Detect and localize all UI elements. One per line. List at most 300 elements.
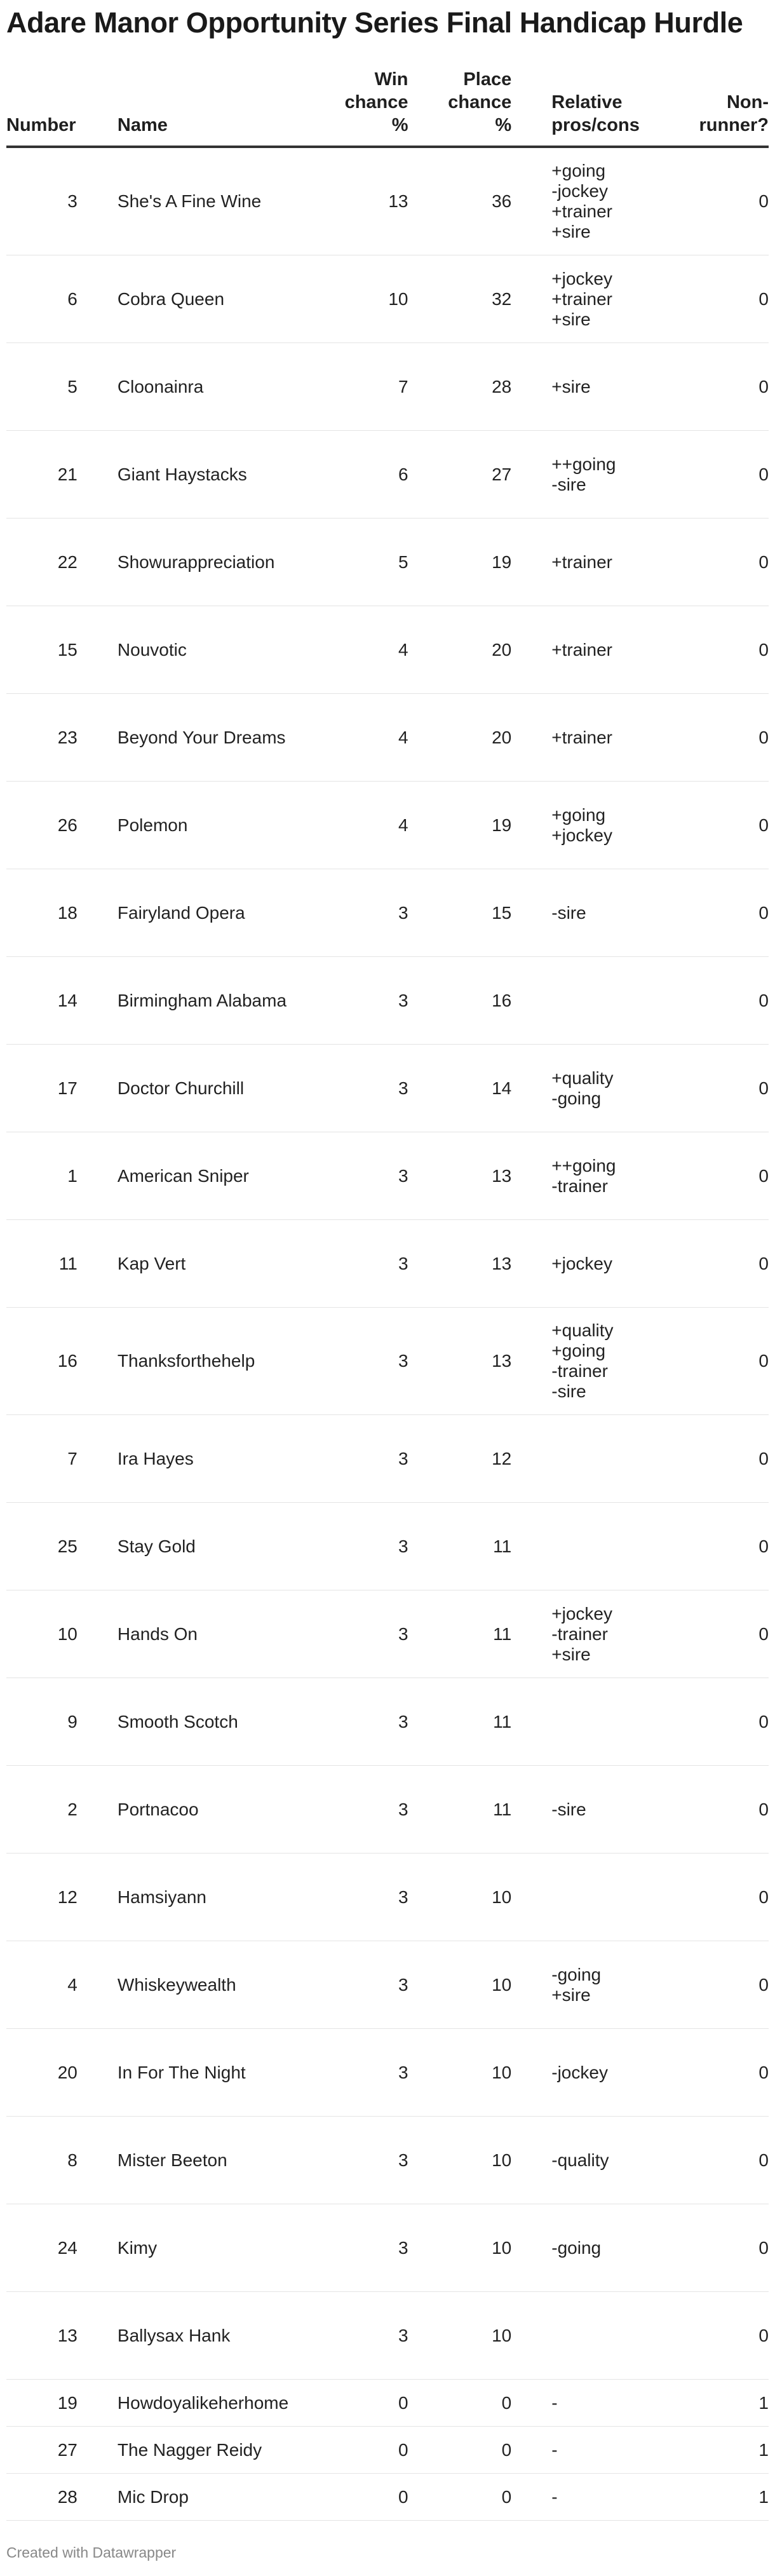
cell-number: 12 <box>6 1854 78 1941</box>
table-row <box>6 1220 769 1308</box>
cell-win-chance: 3 <box>330 1766 408 1854</box>
cell-non-runner: 0 <box>655 2117 769 2204</box>
cell-non-runner: 0 <box>655 1590 769 1678</box>
cell-place-chance: 19 <box>408 782 512 869</box>
cell-pros-cons <box>551 2204 655 2292</box>
pros-cons-item: +jockey <box>551 1253 612 1273</box>
pros-cons-item: ++going <box>551 454 616 474</box>
pros-cons-item: +trainer <box>551 288 612 309</box>
cell-name: Kimy <box>118 2204 331 2292</box>
cell-non-runner: 0 <box>655 1503 769 1590</box>
pros-cons-item: +sire <box>551 222 591 241</box>
cell-spacer <box>511 606 551 694</box>
table-row <box>6 255 769 343</box>
cell-place-chance: 19 <box>408 519 512 606</box>
cell-pros-cons <box>551 2427 655 2474</box>
cell-name: Birmingham Alabama <box>118 957 331 1045</box>
cell-place-chance: 32 <box>408 255 512 343</box>
cell-number: 3 <box>6 147 78 255</box>
cell-spacer <box>78 782 118 869</box>
cell-pros-cons <box>551 343 655 431</box>
cell-number: 10 <box>6 1590 78 1678</box>
cell-place-chance: 10 <box>408 2117 512 2204</box>
cell-spacer <box>511 1415 551 1503</box>
cell-pros-cons <box>551 519 655 606</box>
cell-non-runner: 0 <box>655 2204 769 2292</box>
pros-cons-item: +trainer <box>551 201 612 221</box>
cell-non-runner: 0 <box>655 255 769 343</box>
cell-place-chance: 13 <box>408 1308 512 1415</box>
cell-non-runner: 0 <box>655 957 769 1045</box>
cell-place-chance: 14 <box>408 1045 512 1132</box>
cell-name: The Nagger Reidy <box>118 2427 331 2474</box>
cell-spacer <box>511 1503 551 1590</box>
cell-pros-cons <box>551 2380 655 2427</box>
pros-cons-item: +going <box>551 804 606 825</box>
table-row <box>6 957 769 1045</box>
cell-place-chance: 27 <box>408 431 512 519</box>
pros-cons-item: - <box>551 2486 558 2507</box>
cell-name: Cloonainra <box>118 343 331 431</box>
pros-cons-item: +quality <box>551 1068 614 1088</box>
runners-table <box>6 68 769 2521</box>
cell-spacer <box>78 694 118 782</box>
cell-number: 17 <box>6 1045 78 1132</box>
cell-non-runner: 0 <box>655 1220 769 1308</box>
cell-win-chance: 3 <box>330 1220 408 1308</box>
cell-win-chance: 6 <box>330 431 408 519</box>
table-row <box>6 1941 769 2029</box>
cell-place-chance: 0 <box>408 2427 512 2474</box>
cell-spacer <box>78 1220 118 1308</box>
cell-pros-cons <box>551 1678 655 1766</box>
pros-cons-item: -going <box>551 1964 602 1984</box>
column-header-place-chance[interactable]: Place chance % <box>408 68 512 147</box>
cell-win-chance: 4 <box>330 782 408 869</box>
cell-spacer <box>78 1132 118 1220</box>
cell-pros-cons <box>551 147 655 255</box>
cell-pros-cons <box>551 1132 655 1220</box>
cell-number: 6 <box>6 255 78 343</box>
cell-number: 13 <box>6 2292 78 2380</box>
column-header-pros-cons[interactable]: Relative pros/cons <box>551 68 655 147</box>
pros-cons-item: +jockey <box>551 268 612 288</box>
cell-win-chance: 4 <box>330 606 408 694</box>
pros-cons-item: +sire <box>551 1644 591 1664</box>
cell-place-chance: 10 <box>408 1854 512 1941</box>
cell-pros-cons <box>551 1045 655 1132</box>
cell-name: Giant Haystacks <box>118 431 331 519</box>
cell-name: Fairyland Opera <box>118 869 331 957</box>
cell-name: Nouvotic <box>118 606 331 694</box>
table-row <box>6 1415 769 1503</box>
cell-non-runner: 0 <box>655 1941 769 2029</box>
cell-number: 8 <box>6 2117 78 2204</box>
pros-cons-item: -sire <box>551 1381 586 1401</box>
table-row <box>6 431 769 519</box>
cell-name: Thanksforthehelp <box>118 1308 331 1415</box>
cell-spacer <box>78 1941 118 2029</box>
cell-non-runner: 0 <box>655 782 769 869</box>
pros-cons-item: +trainer <box>551 552 612 572</box>
table-row <box>6 1766 769 1854</box>
table-row <box>6 869 769 957</box>
cell-win-chance: 3 <box>330 1941 408 2029</box>
table-row <box>6 147 769 255</box>
cell-place-chance: 10 <box>408 2204 512 2292</box>
cell-spacer <box>78 147 118 255</box>
cell-name: American Sniper <box>118 1132 331 1220</box>
table-row <box>6 2380 769 2427</box>
cell-number: 24 <box>6 2204 78 2292</box>
cell-name: Ballysax Hank <box>118 2292 331 2380</box>
cell-win-chance: 0 <box>330 2427 408 2474</box>
cell-spacer <box>78 2292 118 2380</box>
cell-pros-cons <box>551 1220 655 1308</box>
table-title: Adare Manor Opportunity Series Final Handicap Hurdle <box>6 6 743 39</box>
column-header-name[interactable]: Name <box>118 68 331 147</box>
cell-pros-cons <box>551 606 655 694</box>
cell-non-runner: 0 <box>655 519 769 606</box>
cell-win-chance: 13 <box>330 147 408 255</box>
cell-spacer <box>511 1308 551 1415</box>
table-row <box>6 782 769 869</box>
cell-place-chance: 20 <box>408 694 512 782</box>
cell-number: 21 <box>6 431 78 519</box>
cell-spacer <box>78 255 118 343</box>
cell-win-chance: 3 <box>330 1132 408 1220</box>
cell-spacer <box>511 869 551 957</box>
cell-spacer <box>78 2427 118 2474</box>
cell-pros-cons <box>551 1941 655 2029</box>
table-row <box>6 2427 769 2474</box>
cell-spacer <box>78 1503 118 1590</box>
table-row <box>6 1503 769 1590</box>
cell-spacer <box>511 2292 551 2380</box>
cell-spacer <box>78 1854 118 1941</box>
cell-spacer <box>78 519 118 606</box>
cell-spacer <box>511 343 551 431</box>
cell-name: Polemon <box>118 782 331 869</box>
cell-spacer <box>78 606 118 694</box>
pros-cons-item: +sire <box>551 376 591 397</box>
cell-number: 9 <box>6 1678 78 1766</box>
cell-spacer <box>78 1590 118 1678</box>
pros-cons-item: -trainer <box>551 1176 608 1196</box>
cell-place-chance: 28 <box>408 343 512 431</box>
cell-win-chance: 3 <box>330 2117 408 2204</box>
cell-number: 11 <box>6 1220 78 1308</box>
cell-name: Whiskeywealth <box>118 1941 331 2029</box>
cell-win-chance: 3 <box>330 2029 408 2117</box>
table-body <box>6 147 769 2521</box>
table-row <box>6 606 769 694</box>
cell-spacer <box>78 2117 118 2204</box>
table-row <box>6 1132 769 1220</box>
cell-pros-cons <box>551 1308 655 1415</box>
cell-win-chance: 3 <box>330 1308 408 1415</box>
pros-cons-item: +sire <box>551 1984 591 2005</box>
cell-win-chance: 3 <box>330 869 408 957</box>
cell-non-runner: 0 <box>655 1854 769 1941</box>
cell-name: Mic Drop <box>118 2474 331 2521</box>
cell-name: Kap Vert <box>118 1220 331 1308</box>
pros-cons-item: -trainer <box>551 1624 608 1644</box>
cell-name: Hands On <box>118 1590 331 1678</box>
cell-win-chance: 10 <box>330 255 408 343</box>
pros-cons-item: +jockey <box>551 1603 612 1624</box>
cell-pros-cons <box>551 1590 655 1678</box>
cell-spacer <box>78 1415 118 1503</box>
cell-win-chance: 3 <box>330 1590 408 1678</box>
cell-non-runner: 0 <box>655 606 769 694</box>
cell-spacer <box>78 869 118 957</box>
cell-number: 1 <box>6 1132 78 1220</box>
cell-non-runner: 0 <box>655 2292 769 2380</box>
cell-pros-cons <box>551 255 655 343</box>
cell-spacer <box>511 1678 551 1766</box>
cell-spacer <box>511 782 551 869</box>
cell-number: 26 <box>6 782 78 869</box>
cell-pros-cons <box>551 1766 655 1854</box>
table-row <box>6 343 769 431</box>
cell-name: Doctor Churchill <box>118 1045 331 1132</box>
cell-name: Stay Gold <box>118 1503 331 1590</box>
cell-name: Cobra Queen <box>118 255 331 343</box>
cell-spacer <box>511 957 551 1045</box>
cell-name: Ira Hayes <box>118 1415 331 1503</box>
table-row <box>6 1590 769 1678</box>
pros-cons-item: -going <box>551 1088 602 1108</box>
cell-name: Hamsiyann <box>118 1854 331 1941</box>
cell-spacer <box>511 147 551 255</box>
cell-number: 15 <box>6 606 78 694</box>
cell-place-chance: 0 <box>408 2380 512 2427</box>
column-header-win-chance[interactable]: Win chance % <box>330 68 408 147</box>
cell-spacer <box>511 1854 551 1941</box>
cell-spacer <box>511 431 551 519</box>
cell-number: 2 <box>6 1766 78 1854</box>
cell-spacer <box>78 1678 118 1766</box>
table-row <box>6 2204 769 2292</box>
cell-win-chance: 3 <box>330 1503 408 1590</box>
cell-spacer <box>511 1132 551 1220</box>
pros-cons-item: - <box>551 2439 558 2460</box>
pros-cons-item: +going <box>551 161 606 180</box>
cell-spacer <box>78 1766 118 1854</box>
cell-win-chance: 0 <box>330 2380 408 2427</box>
cell-pros-cons <box>551 1503 655 1590</box>
cell-spacer <box>511 255 551 343</box>
pros-cons-item: -sire <box>551 474 586 494</box>
cell-number: 19 <box>6 2380 78 2427</box>
cell-spacer <box>511 2474 551 2521</box>
cell-number: 20 <box>6 2029 78 2117</box>
cell-pros-cons <box>551 957 655 1045</box>
cell-spacer <box>511 1941 551 2029</box>
cell-spacer <box>511 1045 551 1132</box>
cell-number: 14 <box>6 957 78 1045</box>
cell-win-chance: 3 <box>330 1415 408 1503</box>
cell-name: Showurappreciation <box>118 519 331 606</box>
cell-place-chance: 0 <box>408 2474 512 2521</box>
cell-spacer <box>511 1220 551 1308</box>
cell-pros-cons <box>551 2474 655 2521</box>
cell-non-runner: 0 <box>655 1766 769 1854</box>
cell-non-runner: 0 <box>655 1045 769 1132</box>
cell-spacer <box>511 1590 551 1678</box>
datawrapper-credit[interactable]: Created with Datawrapper <box>6 2544 177 2561</box>
cell-spacer <box>511 1766 551 1854</box>
cell-spacer <box>511 2117 551 2204</box>
cell-win-chance: 5 <box>330 519 408 606</box>
cell-non-runner: 0 <box>655 343 769 431</box>
cell-non-runner: 0 <box>655 1415 769 1503</box>
cell-place-chance: 10 <box>408 2292 512 2380</box>
cell-win-chance: 3 <box>330 1854 408 1941</box>
cell-name: Mister Beeton <box>118 2117 331 2204</box>
table-row <box>6 2029 769 2117</box>
cell-spacer <box>511 2204 551 2292</box>
cell-spacer <box>78 343 118 431</box>
cell-spacer <box>511 2029 551 2117</box>
cell-pros-cons <box>551 869 655 957</box>
cell-non-runner: 1 <box>655 2427 769 2474</box>
cell-spacer <box>511 694 551 782</box>
cell-number: 23 <box>6 694 78 782</box>
cell-number: 27 <box>6 2427 78 2474</box>
cell-win-chance: 3 <box>330 2204 408 2292</box>
table-row <box>6 1308 769 1415</box>
pros-cons-item: -trainer <box>551 1361 608 1381</box>
column-header-non-runner[interactable]: Non- runner? <box>655 68 769 147</box>
table-row <box>6 1854 769 1941</box>
header-row <box>6 68 769 147</box>
cell-non-runner: 1 <box>655 2380 769 2427</box>
cell-place-chance: 16 <box>408 957 512 1045</box>
cell-place-chance: 11 <box>408 1678 512 1766</box>
pros-cons-item: -jockey <box>551 181 608 201</box>
pros-cons-item: +jockey <box>551 825 612 845</box>
cell-place-chance: 11 <box>408 1503 512 1590</box>
cell-pros-cons <box>551 1854 655 1941</box>
table-row <box>6 1045 769 1132</box>
table-row <box>6 2292 769 2380</box>
table-row <box>6 519 769 606</box>
cell-non-runner: 0 <box>655 2029 769 2117</box>
cell-win-chance: 3 <box>330 1678 408 1766</box>
cell-spacer <box>78 957 118 1045</box>
cell-number: 5 <box>6 343 78 431</box>
cell-number: 16 <box>6 1308 78 1415</box>
pros-cons-item: -going <box>551 2237 602 2258</box>
cell-name: Howdoyalikeherhome <box>118 2380 331 2427</box>
cell-spacer <box>78 1045 118 1132</box>
cell-pros-cons <box>551 782 655 869</box>
cell-place-chance: 10 <box>408 2029 512 2117</box>
pros-cons-item: -sire <box>551 1799 586 1819</box>
cell-pros-cons <box>551 431 655 519</box>
pros-cons-item: -sire <box>551 902 586 923</box>
cell-number: 28 <box>6 2474 78 2521</box>
cell-place-chance: 12 <box>408 1415 512 1503</box>
cell-non-runner: 0 <box>655 431 769 519</box>
cell-number: 4 <box>6 1941 78 2029</box>
pros-cons-item: -jockey <box>551 2062 608 2082</box>
cell-spacer <box>78 2204 118 2292</box>
cell-name: In For The Night <box>118 2029 331 2117</box>
cell-number: 7 <box>6 1415 78 1503</box>
cell-win-chance: 3 <box>330 957 408 1045</box>
table-row <box>6 694 769 782</box>
cell-spacer <box>511 2380 551 2427</box>
pros-cons-item: -quality <box>551 2150 609 2170</box>
pros-cons-item: +going <box>551 1341 606 1360</box>
cell-place-chance: 10 <box>408 1941 512 2029</box>
cell-pros-cons <box>551 2029 655 2117</box>
cell-name: Portnacoo <box>118 1766 331 1854</box>
cell-non-runner: 0 <box>655 1308 769 1415</box>
cell-non-runner: 0 <box>655 869 769 957</box>
cell-place-chance: 11 <box>408 1766 512 1854</box>
cell-spacer <box>78 2380 118 2427</box>
pros-cons-item: +trainer <box>551 639 612 660</box>
cell-place-chance: 15 <box>408 869 512 957</box>
cell-non-runner: 0 <box>655 1678 769 1766</box>
cell-win-chance: 0 <box>330 2474 408 2521</box>
cell-win-chance: 3 <box>330 1045 408 1132</box>
table-row <box>6 1678 769 1766</box>
pros-cons-item: +trainer <box>551 727 612 747</box>
cell-place-chance: 13 <box>408 1220 512 1308</box>
cell-number: 18 <box>6 869 78 957</box>
cell-number: 22 <box>6 519 78 606</box>
cell-non-runner: 0 <box>655 694 769 782</box>
pros-cons-item: +quality <box>551 1320 614 1340</box>
cell-number: 25 <box>6 1503 78 1590</box>
pros-cons-item: ++going <box>551 1155 616 1176</box>
cell-place-chance: 20 <box>408 606 512 694</box>
cell-non-runner: 1 <box>655 2474 769 2521</box>
pros-cons-item: +sire <box>551 309 591 329</box>
pros-cons-item: - <box>551 2392 558 2413</box>
table-row <box>6 2117 769 2204</box>
cell-win-chance: 7 <box>330 343 408 431</box>
cell-name: She's A Fine Wine <box>118 147 331 255</box>
cell-spacer <box>78 2474 118 2521</box>
cell-non-runner: 0 <box>655 1132 769 1220</box>
cell-spacer <box>78 2029 118 2117</box>
cell-win-chance: 4 <box>330 694 408 782</box>
cell-place-chance: 11 <box>408 1590 512 1678</box>
cell-spacer <box>511 519 551 606</box>
cell-win-chance: 3 <box>330 2292 408 2380</box>
cell-spacer <box>511 2427 551 2474</box>
cell-name: Beyond Your Dreams <box>118 694 331 782</box>
cell-spacer <box>78 431 118 519</box>
column-header-number[interactable]: Number <box>6 68 78 147</box>
cell-place-chance: 36 <box>408 147 512 255</box>
cell-pros-cons <box>551 694 655 782</box>
cell-place-chance: 13 <box>408 1132 512 1220</box>
cell-name: Smooth Scotch <box>118 1678 331 1766</box>
cell-spacer <box>78 1308 118 1415</box>
table-row <box>6 2474 769 2521</box>
cell-pros-cons <box>551 1415 655 1503</box>
cell-pros-cons <box>551 2117 655 2204</box>
cell-non-runner: 0 <box>655 147 769 255</box>
cell-pros-cons <box>551 2292 655 2380</box>
